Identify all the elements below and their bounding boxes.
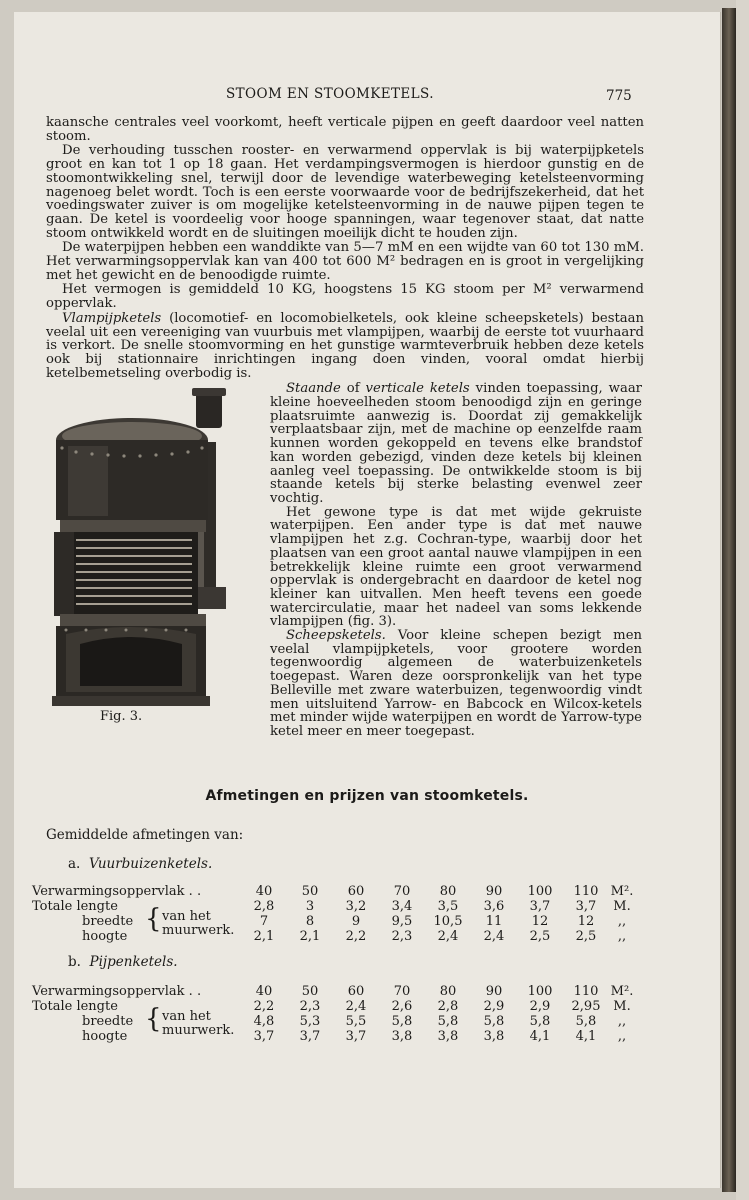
- cell: 12: [577, 914, 595, 929]
- cell: 40: [255, 984, 273, 999]
- unit: M².: [610, 984, 634, 999]
- cell: 70: [393, 884, 411, 899]
- cell: 80: [439, 884, 457, 899]
- body-text: [46, 115, 644, 739]
- cell: 2,3: [391, 929, 413, 944]
- cell: 7: [259, 914, 269, 929]
- cell: 2,4: [483, 929, 505, 944]
- section-title: Afmetingen en prijzen van stoomketels.: [205, 788, 529, 804]
- cell: 3,7: [299, 1029, 321, 1044]
- cell: 3,8: [437, 1029, 459, 1044]
- cell: 12: [531, 914, 549, 929]
- unit: M.: [613, 899, 631, 914]
- paragraph-staande: [270, 382, 642, 505]
- row-label: breedte: [82, 1014, 134, 1029]
- unit: ,,: [617, 914, 627, 929]
- cell: 3,7: [529, 899, 551, 914]
- cell: 5,5: [345, 1014, 367, 1029]
- cell: 3: [305, 899, 315, 914]
- table-heading-b: [68, 954, 178, 970]
- cell: 110: [573, 884, 599, 899]
- cell: 9: [351, 914, 361, 929]
- row-label: hoogte: [82, 929, 128, 944]
- cell: 2,8: [437, 999, 459, 1014]
- figure-caption: Fig. 3.: [100, 709, 143, 725]
- page: [14, 12, 720, 1188]
- cell: 2,5: [575, 929, 597, 944]
- cell: 3,8: [391, 1029, 413, 1044]
- cell: 5,8: [437, 1014, 459, 1029]
- cell: 10,5: [433, 914, 463, 929]
- paragraph: kaansche centrales veel voorkomt, heeft verticale pijpen en geeft daardoor veel natten stoom.: [46, 115, 644, 144]
- cell: 2,5: [529, 929, 551, 944]
- cell: 2,9: [483, 999, 505, 1014]
- cell: 80: [439, 984, 457, 999]
- brace: {: [145, 1004, 162, 1034]
- cell: 5,8: [575, 1014, 597, 1029]
- cell: 70: [393, 984, 411, 999]
- cell: 4,1: [575, 1029, 597, 1044]
- term: Vlampijpketels: [62, 310, 162, 326]
- unit: M.: [613, 999, 631, 1014]
- book-spine: [722, 8, 736, 1192]
- paragraph-text: of: [340, 381, 366, 397]
- table-letter: b.: [68, 954, 81, 970]
- row-label: Totale lengte: [32, 899, 118, 914]
- paragraph: De verhouding tusschen rooster- en verwarmend oppervlak is bij waterpijpketels groot en kan tot 1 op 18 gaan. Het verdampingsvermogen is hierdoor gunstig en de stoomontwikkeling snel, terwijl door de levendige waterbeweging ketelsteenvorming nagenoeg belet wordt. Toch is een eerste voorwaarde voor de bedrijfszekerheid, dat het voedingswater zuiver is om mogelijke ketelsteenvorming in de nauwe pijpen tegen te gaan. De ketel is voordeelig voor hooge spanningen, waar tegenover staat, dat natte stoom ontwikkeld wordt en de sluitingen moeilijk dicht te houden zijn.: [46, 143, 644, 241]
- cell: 3,8: [483, 1029, 505, 1044]
- unit: ,,: [617, 1029, 627, 1044]
- row-label: hoogte: [82, 1029, 128, 1044]
- page-number: 775: [606, 88, 632, 104]
- figure-row: [46, 381, 644, 739]
- cell: 3,2: [345, 899, 367, 914]
- cell: 50: [301, 884, 319, 899]
- cell: 2,1: [253, 929, 275, 944]
- cell: 3,7: [575, 899, 597, 914]
- paragraph: De waterpijpen hebben een wanddikte van 5—7 mM en een wijdte van 60 tot 130 mM. Het verwarmingsoppervlak kan van 400 tot 600 M² bedragen en is groot in vergelijking met het gewicht en de benoodigde ruimte.: [46, 240, 644, 283]
- brace: {: [145, 904, 162, 934]
- paragraph-text: (locomotief- en locomobielketels, ook kleine scheepsketels) bestaan veelal uit een vereeniging van vuurbuis met vlampijpen, waarbij de eerste tot vuurhaard is verkort. De snelle stoomvorming en het gunstige warmteverbruik hebben deze ketels ook bij stationnaire inrichtingen ingang doen vinden, vooral omdat hierbij ketelbemetseling overbodig is.: [46, 310, 644, 381]
- section-intro: Gemiddelde afmetingen van:: [46, 827, 244, 843]
- term: verticale ketels: [365, 381, 470, 397]
- unit: ,,: [617, 1014, 627, 1029]
- table-letter: a.: [68, 856, 81, 872]
- table-heading-a: [68, 856, 212, 872]
- brace-label: van het muurwerk.: [162, 909, 235, 938]
- book-edge: [736, 0, 749, 1200]
- unit: M².: [610, 884, 634, 899]
- cell: 4,8: [253, 1014, 275, 1029]
- cell: 3,4: [391, 899, 413, 914]
- float-text: [270, 382, 642, 738]
- cell: 110: [573, 984, 599, 999]
- cell: 2,2: [253, 999, 275, 1014]
- cell: 5,3: [299, 1014, 321, 1029]
- cell: 2,4: [437, 929, 459, 944]
- cell: 2,9: [529, 999, 551, 1014]
- paragraph-scheepsketels: [270, 629, 642, 739]
- cell: 5,8: [391, 1014, 413, 1029]
- cell: 40: [255, 884, 273, 899]
- paragraph: Het vermogen is gemiddeld 10 KG, hoogstens 15 KG stoom per M² verwarmend oppervlak.: [46, 282, 644, 312]
- brace-label: van het muurwerk.: [162, 1009, 235, 1038]
- cell: 2,6: [391, 999, 413, 1014]
- table-title: Vuurbuizenketels.: [88, 856, 213, 872]
- cell: 5,8: [483, 1014, 505, 1029]
- row-label: Totale lengte: [32, 999, 118, 1014]
- term: Scheepsketels.: [286, 628, 386, 644]
- cell: 2,4: [345, 999, 367, 1014]
- row-label: Verwarmingsoppervlak . .: [32, 984, 202, 999]
- cell: 2,8: [253, 899, 275, 914]
- paragraph-text: Voor kleine schepen bezigt men veelal vlampijpketels, voor grootere worden tegenwoordig algemeen de waterbuizenketels toegepast. Waren deze oorspronkelijk van het type Belleville met zware waterbuizen, tegenwoordig vindt men uitsluitend Yarrow- en Babcock en Wilcox-ketels met minder wijde waterpijpen en wordt de Yarrow-type ketel meer en meer toegepast.: [270, 628, 642, 739]
- cell: 4,1: [529, 1029, 551, 1044]
- cell: 90: [485, 884, 503, 899]
- running-title: STOOM EN STOOMKETELS.: [226, 86, 434, 102]
- vertical-boiler-illustration: [46, 382, 246, 708]
- cell: 11: [485, 914, 503, 929]
- cell: 5,8: [529, 1014, 551, 1029]
- cell: 60: [347, 884, 365, 899]
- cell: 2,95: [571, 999, 601, 1014]
- cell: 9,5: [391, 914, 413, 929]
- table-title: Pijpenketels.: [89, 954, 178, 970]
- cell: 3,7: [253, 1029, 275, 1044]
- cell: 100: [527, 884, 553, 899]
- cell: 2,2: [345, 929, 367, 944]
- figure-boiler: [46, 382, 246, 732]
- paragraph-vlampijpketels: [46, 312, 644, 381]
- cell: 2,1: [299, 929, 321, 944]
- cell: 90: [485, 984, 503, 999]
- cell: 60: [347, 984, 365, 999]
- unit: ,,: [617, 929, 627, 944]
- row-label: breedte: [82, 914, 134, 929]
- paragraph: Het gewone type is dat met wijde gekruiste waterpijpen. Een ander type is dat met nauwe vlampijpen het z.g. Cochran-type, waarbij door het plaatsen van een groot aantal nauwe vlampijpen in een betrekkelijk kleine ruimte een groot verwarmend oppervlak is ondergebracht en daardoor de ketel nog kleiner kan uitvallen. Men heeft tevens een goede watercirculatie, maar het nadeel van soms lekkende vlampijpen (fig. 3).: [270, 504, 642, 630]
- cell: 50: [301, 984, 319, 999]
- cell: 3,5: [437, 899, 459, 914]
- row-label: Verwarmingsoppervlak . .: [32, 884, 202, 899]
- cell: 8: [305, 914, 315, 929]
- cell: 3,7: [345, 1029, 367, 1044]
- paragraph-text: vinden toepassing, waar kleine hoeveelheden stoom benoodigd zijn en geringe plaatsruimte aanwezig is. Doordat zij gemakkelijk verplaatsbaar zijn, met de machine op eenzelfde raam kunnen worden gekoppeld en tevens elke brandstof kan worden gebezigd, vinden deze ketels bij kleinen aanleg veel toepassing. De ontwikkelde stoom is bij staande ketels bij sterke belasting evenwel zeer vochtig.: [270, 381, 642, 506]
- term: Staande: [286, 381, 341, 397]
- cell: 100: [527, 984, 553, 999]
- cell: 3,6: [483, 899, 505, 914]
- cell: 2,3: [299, 999, 321, 1014]
